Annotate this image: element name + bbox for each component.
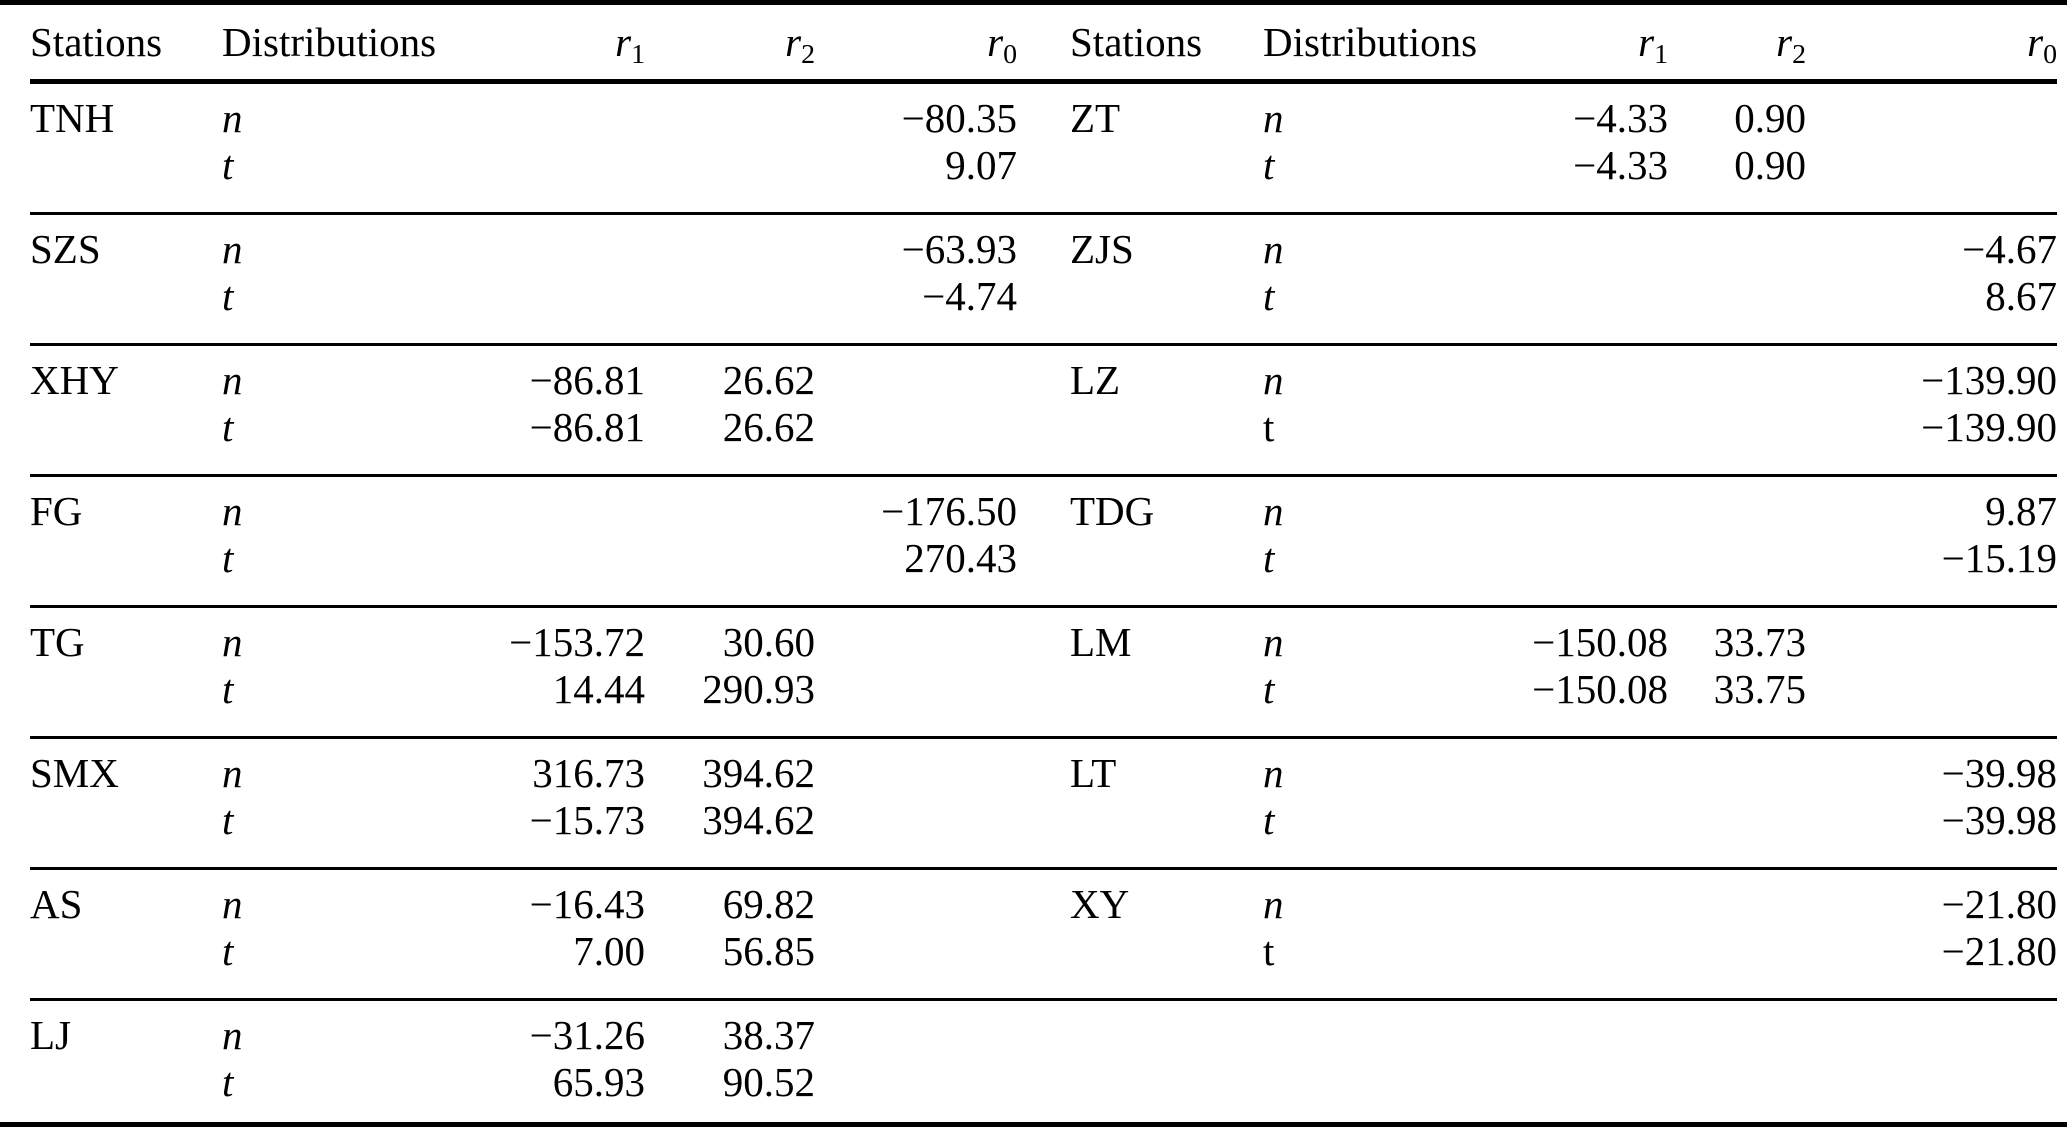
- r2-value: 394.62: [702, 750, 815, 796]
- r0-value: −80.35: [901, 95, 1017, 141]
- table-group: [30, 343, 2057, 474]
- distribution-cell: n: [222, 750, 243, 796]
- distribution-cell: n: [222, 1012, 243, 1058]
- station-cell: LZ: [1070, 357, 1121, 403]
- station-cell: ZT: [1070, 95, 1121, 141]
- distribution-cell: t: [1263, 797, 1275, 843]
- r1-value: −15.73: [529, 797, 645, 843]
- distribution-cell: n: [1263, 226, 1284, 272]
- table-header-row: [30, 5, 2057, 84]
- r2-value: 56.85: [722, 928, 815, 974]
- r2-value: 0.90: [1734, 95, 1806, 141]
- column-header-r0: $r_0$: [2027, 19, 2057, 70]
- distribution-cell: t: [1263, 273, 1275, 319]
- table-body: [30, 84, 2057, 1127]
- distribution-cell: n: [222, 357, 243, 403]
- table-group: [30, 474, 2057, 605]
- r2-value: 33.73: [1713, 619, 1806, 665]
- table-group: [30, 736, 2057, 867]
- station-cell: AS: [30, 881, 83, 927]
- column-header-r1: $r_1$: [1638, 19, 1668, 70]
- r1-value: −86.81: [529, 404, 645, 450]
- column-header-r0: $r_0$: [987, 19, 1017, 70]
- r1-value: −4.33: [1573, 95, 1668, 141]
- r0-value: −21.80: [1941, 928, 2057, 974]
- r1-value: −86.81: [529, 357, 645, 403]
- r1-value: 65.93: [552, 1059, 645, 1105]
- table-row: [30, 94, 2057, 141]
- r1-value: −150.08: [1532, 666, 1668, 712]
- station-cell: TG: [30, 619, 85, 665]
- table-row: [30, 141, 2057, 188]
- station-cell: LJ: [30, 1012, 71, 1058]
- distribution-cell: t: [222, 404, 234, 450]
- table-row: [30, 403, 2057, 450]
- table-row: [30, 487, 2057, 534]
- r1-value: 316.73: [532, 750, 645, 796]
- table-row: [30, 749, 2057, 796]
- r2-value: 26.62: [722, 404, 815, 450]
- r0-value: −63.93: [901, 226, 1017, 272]
- r2-value: 290.93: [702, 666, 815, 712]
- distribution-cell: n: [1263, 95, 1284, 141]
- distribution-cell: t: [222, 535, 234, 581]
- r0-value: 9.07: [945, 142, 1017, 188]
- column-header-distribution: Distributions: [1263, 19, 1478, 65]
- r0-value: −139.90: [1921, 404, 2057, 450]
- station-cell: LT: [1070, 750, 1117, 796]
- column-header-r2: $r_2$: [1776, 19, 1806, 70]
- table-row: [30, 927, 2057, 974]
- station-cell: FG: [30, 488, 83, 534]
- r0-value: 270.43: [904, 535, 1017, 581]
- r0-value: −39.98: [1941, 797, 2057, 843]
- column-header-station: Stations: [1070, 19, 1203, 65]
- r0-value: −21.80: [1941, 881, 2057, 927]
- table-row: [30, 225, 2057, 272]
- r1-value: −150.08: [1532, 619, 1668, 665]
- distribution-cell: t: [1263, 535, 1275, 581]
- distribution-cell: n: [1263, 619, 1284, 665]
- r2-value: 26.62: [722, 357, 815, 403]
- table-row: [30, 880, 2057, 927]
- distribution-cell: t: [1263, 666, 1275, 712]
- distribution-cell: n: [1263, 488, 1284, 534]
- station-cell: XHY: [30, 357, 119, 403]
- distribution-cell: n: [222, 226, 243, 272]
- table-group: [30, 867, 2057, 998]
- r0-value: −4.67: [1962, 226, 2057, 272]
- distribution-cell: t: [222, 142, 234, 188]
- r1-value: −31.26: [529, 1012, 645, 1058]
- column-header-distribution: Distributions: [222, 19, 437, 65]
- distribution-cell: t: [1263, 404, 1275, 450]
- column-header-station: Stations: [30, 19, 163, 65]
- table-row: [30, 356, 2057, 403]
- table-row: [30, 1011, 2057, 1058]
- r1-value: −153.72: [509, 619, 645, 665]
- table-row: [30, 618, 2057, 665]
- distribution-cell: t: [222, 928, 234, 974]
- r2-value: 394.62: [702, 797, 815, 843]
- r0-value: −4.74: [922, 273, 1017, 319]
- distribution-cell: n: [222, 619, 243, 665]
- station-cell: ZJS: [1070, 226, 1134, 272]
- table-row: [30, 272, 2057, 319]
- distribution-cell: n: [1263, 750, 1284, 796]
- r0-value: −139.90: [1921, 357, 2057, 403]
- station-cell: SMX: [30, 750, 119, 796]
- r0-value: −176.50: [881, 488, 1017, 534]
- distribution-cell: t: [1263, 928, 1275, 974]
- r1-value: 14.44: [552, 666, 645, 712]
- r2-value: 33.75: [1713, 666, 1806, 712]
- table-row: [30, 796, 2057, 843]
- r2-value: 38.37: [722, 1012, 815, 1058]
- column-header-r2: $r_2$: [785, 19, 815, 70]
- distribution-cell: n: [222, 488, 243, 534]
- table-row: [30, 534, 2057, 581]
- r0-value: −39.98: [1941, 750, 2057, 796]
- table-row: [30, 665, 2057, 712]
- distribution-cell: t: [222, 1059, 234, 1105]
- distribution-cell: n: [1263, 357, 1284, 403]
- table-row: [30, 1058, 2057, 1105]
- station-cell: XY: [1070, 881, 1130, 927]
- distribution-cell: t: [1263, 142, 1275, 188]
- distribution-cell: t: [222, 273, 234, 319]
- table-group: [30, 212, 2057, 343]
- distribution-cell: t: [222, 797, 234, 843]
- table-group: [30, 84, 2057, 212]
- r0-value: 8.67: [1985, 273, 2057, 319]
- distribution-cell: n: [1263, 881, 1284, 927]
- r1-value: −4.33: [1573, 142, 1668, 188]
- r1-value: −16.43: [529, 881, 645, 927]
- distribution-cell: n: [222, 95, 243, 141]
- station-cell: TNH: [30, 95, 115, 141]
- r0-value: 9.87: [1985, 488, 2057, 534]
- distribution-cell: t: [222, 666, 234, 712]
- distribution-cell: n: [222, 881, 243, 927]
- table-group: [30, 998, 2057, 1127]
- station-cell: LM: [1070, 619, 1132, 665]
- r2-value: 90.52: [722, 1059, 815, 1105]
- r0-value: −15.19: [1941, 535, 2057, 581]
- r1-value: 7.00: [573, 928, 645, 974]
- station-cell: SZS: [30, 226, 101, 272]
- station-cell: TDG: [1070, 488, 1155, 534]
- r2-value: 30.60: [722, 619, 815, 665]
- table-group: [30, 605, 2057, 736]
- r2-value: 0.90: [1734, 142, 1806, 188]
- r2-value: 69.82: [722, 881, 815, 927]
- column-header-r1: $r_1$: [615, 19, 645, 70]
